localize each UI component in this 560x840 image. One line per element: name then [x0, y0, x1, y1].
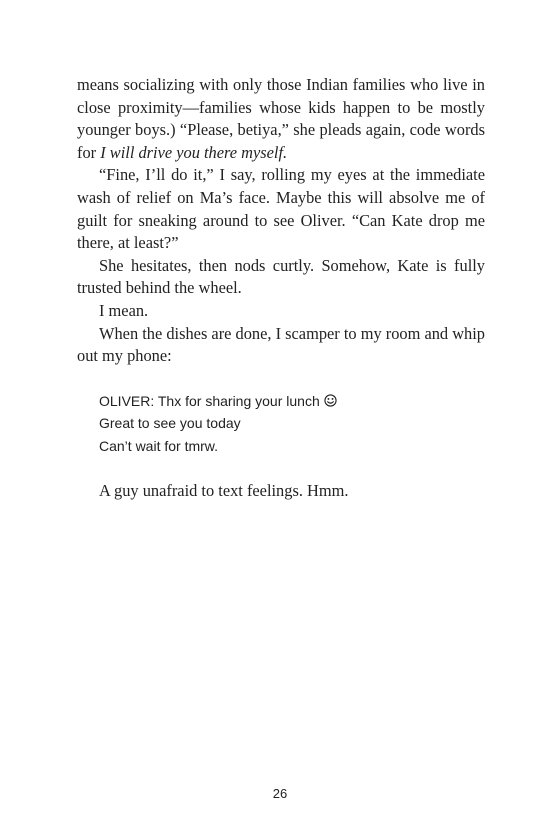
paragraph-1-italic-text: I will drive you there myself. — [100, 142, 288, 162]
text-message-line-2: Great to see you today — [99, 415, 241, 432]
page-number: 26 — [272, 786, 288, 801]
paragraph-4: I mean. — [99, 300, 149, 320]
text-message-line-1-text: OLIVER: Thx for sharing your lunch — [99, 392, 320, 409]
text-message-line-1 — [99, 390, 485, 413]
closing-paragraph: A guy unafraid to text feelings. Hmm. — [99, 480, 349, 500]
paragraph-5: When the dishes are done, I scamper to my room and whip out my phone: — [77, 323, 485, 366]
paragraph-3: She hesitates, then nods curtly. Somehow, Kate is fully trusted behind the wheel. — [77, 255, 485, 298]
paragraph-1-text: means socializing with only those Indian families who live in close proximity—families whose kids happen to be mostly younger boys.) “Please, betiya,” she pleads again, code words for — [77, 75, 485, 162]
text-message-line-3: Can’t wait for tmrw. — [99, 437, 219, 454]
text-message — [99, 390, 485, 458]
paragraph-2: “Fine, I’ll do it,” I say, rolling my eyes at the immediate wash of relief on Ma’s face. Maybe this will absolve me of guilt for sneaking around to see Oliver. “Can Kate drop me there, at least?” — [77, 165, 485, 253]
page-body — [77, 74, 485, 502]
smiley-icon — [324, 394, 337, 407]
paragraph-1 — [77, 74, 485, 164]
